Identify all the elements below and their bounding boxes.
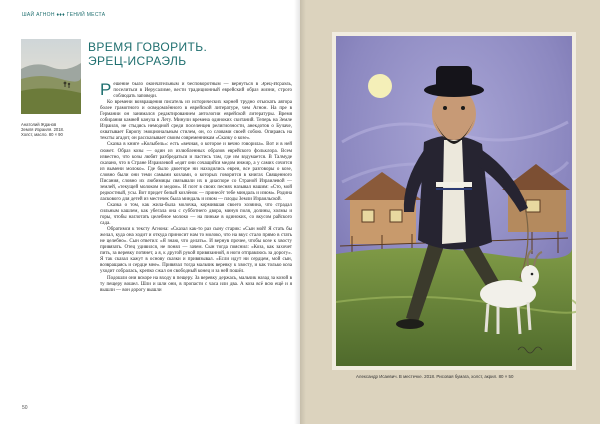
paragraph: Обратимся к тексту Агнона: «Сказал как-то раз сыну старик: «Сын мой! Я стать бы желал, куда она ходит и откуда приносит нам то молоко, что на вкус стало прямо в стать не целебно». Сын ответил: «Я знаю, что делать». И вернув прочее, чтобы козе к хвосту привязать. Отец удивился, не понял — зачем. Сын тогда пояснил: «Коза, как захочет пить, за веревку потянет, а я, к другой рукой привязанной, я ноги отправлюсь за дорогу». Я так сказал кажут в основу сказки и привязывал. «Если идут ни сердцем, мой сын, возвращаясь и сердце мне». Привязал тогда мальчик веревку к хвосту, и как только коза уходит собралась, крепко сжал он свободный конец и за ней пошёл. — [100, 227, 292, 275]
paragraph — [100, 82, 292, 100]
running-head: ШАЙ АГНОН ♦♦♦ ГЕНИЙ МЕСТА — [22, 12, 106, 18]
paragraph: Сказка о том, как жила-была молочка, кормившая своего хозяина, что страдал сильным кашлем, как убегала она с субботнего двора, минуя поля, долины, холмы и горы, чтобы наглотать целебное молоко — на пиньке в одиноких, со вкусом райского сада. — [100, 202, 292, 227]
paragraph: Ко времени возвращения писатель из исторических корней трудно отыскать автора более грамотного и осведомлённого в еврейской литературе, чем Агнон. На пре в Германии он занимался редактированием антологии еврейской литературы. Время собирания камней канула в Лету. Минули времена одиноких скитаний. Теперь на Земле Израиля, не стыдясь немодной среди поселенцев религиозности, анекдотов о Бучаче, охватывает Европу эмоциональным стилем, он, со словами своей собою. Опираясь на тексты агадот, он рассказывает своим современникам «Сказку о козе». — [100, 100, 292, 142]
painting-figure — [332, 32, 576, 370]
landscape-painting-image — [21, 39, 81, 114]
painting-image — [332, 32, 576, 370]
title-line: ВРЕМЯ ГОВОРИТЬ. — [88, 40, 208, 54]
paragraph: Подошли они вскоре на входу в пещеру. За веревку держась, мальчик назад за козой в ту пещеру вошел. Шли и шли они, в пропасти с часа или два. А коза всё всю ещё и я вышли — вон дорогу вышли — [100, 275, 292, 293]
painting-caption: Александр Исаевич. В местечке. 2018. Рисовая бумага, холст, акрил. 80 × 50 — [356, 374, 514, 379]
article-body — [100, 82, 292, 400]
caption-line: Анатолий Жданов — [21, 122, 57, 127]
landscape-thumbnail — [21, 39, 81, 114]
moon-shape — [368, 74, 392, 98]
caption-line: Земля Израиля. 2018. — [21, 127, 65, 133]
drop-cap: Р — [100, 82, 112, 99]
title-line: ЭРЕЦ-ИСРАЭЛЬ — [88, 54, 187, 68]
paragraph-text: ешение было окончательным и бесповоротным — вернуться в Эрец-Исраэль, поселиться в Иерусалиме, вести традиционный еврейский образ жизни, строго соблюдать заповеди. — [113, 82, 292, 100]
paragraph: Сказка в книге «Колыбель»: есть «вечная, о которое и вечно говорила». Вот и в ней сюжет. Образ козы — один из излюбленных образов еврейского фольклора. Всем известно, что козы любят разбредаться и пастись там, где им вздумается. В Талмуде сказано, что в Стране Израилевой «едят они сочащийся медом инжир, а у самих сочится из вымени молоко». Где было двоеторе ни находились евреи, все разговоры о козе, словно были они теми самыми козлами, о которых говорится в книгах Священного Писания, словно их любимицы связывали их в диаспоре со Страной Израилевой — землей, «текущей молоком и медом». И поэт в своих песнях называл нашим: «Сто, мой редкостный, усы. Вот придет белый козлёнок — принесёт тебе миндаль и изюм». Родина ласкового для детей из местечек была миндаль и изюм — плоды Земли Израильской. — [100, 142, 292, 202]
caption-line: Холст, масло. 80 × 90 — [21, 132, 63, 138]
thumbnail-caption — [21, 122, 83, 138]
page-number: 50 — [22, 405, 28, 411]
article-title — [88, 40, 288, 68]
right-page — [300, 0, 600, 424]
